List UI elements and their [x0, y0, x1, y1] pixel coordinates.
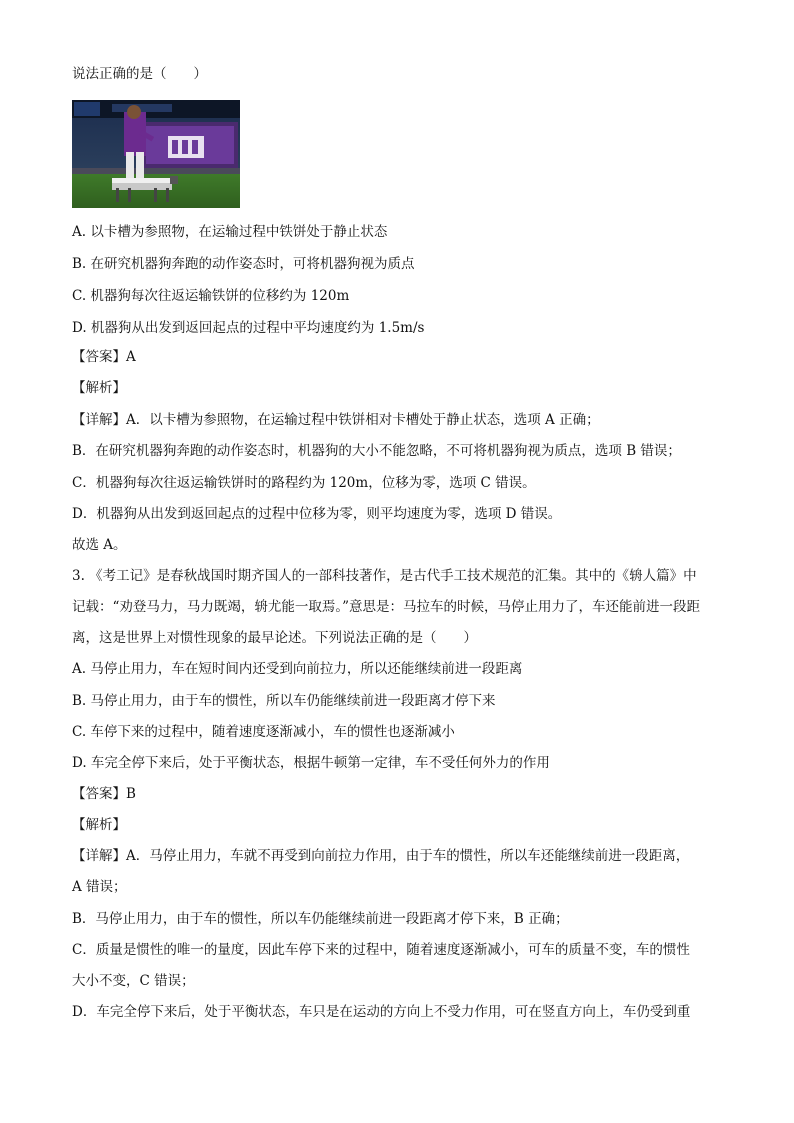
explanation-line: D．车完全停下来后，处于平衡状态，车只是在运动的方向上不受力作用，可在竖直方向上，车仍受到重	[72, 1004, 691, 1020]
option-c: C. 车停下来的过程中，随着速度逐渐减小，车的惯性也逐渐减小	[72, 724, 455, 740]
option-c: C. 机器狗每次往返运输铁饼的位移约为 120m	[72, 288, 350, 304]
analysis-label: 【解析】	[72, 380, 126, 396]
explanation-line: C．质量是惯性的唯一的量度，因此车停下来的过程中，随着速度逐渐减小，可车的质量不变，车的惯性	[72, 942, 690, 958]
robot-dog-photo-graphic	[72, 100, 240, 208]
explanation-line: B．马停止用力，由于车的惯性，所以车仍能继续前进一段距离才停下来，B 正确；	[72, 911, 569, 927]
option-b: B. 马停止用力，由于车的惯性，所以车仍能继续前进一段距离才停下来	[72, 693, 496, 709]
answer-label: 【答案】A	[72, 349, 136, 365]
option-d: D. 机器狗从出发到返回起点的过程中平均速度约为 1.5m/s	[72, 320, 425, 336]
robot-dog-photo	[72, 100, 240, 208]
explanation-line: A 错误；	[72, 879, 127, 895]
explanation-line: 【详解】A．以卡槽为参照物，在运输过程中铁饼相对卡槽处于静止状态，选项 A 正确；	[72, 412, 600, 428]
question-3-line: 离，这是世界上对惯性现象的最早论述。下列说法正确的是（ ）	[72, 630, 477, 646]
option-a: A. 以卡槽为参照物，在运输过程中铁饼处于静止状态	[72, 224, 388, 240]
explanation-line: B．在研究机器狗奔跑的动作姿态时，机器狗的大小不能忽略，不可将机器狗视为质点，选项 B 错误；	[72, 443, 681, 459]
option-b: B. 在研究机器狗奔跑的动作姿态时，可将机器狗视为质点	[72, 256, 415, 272]
answer-label: 【答案】B	[72, 786, 136, 802]
question-3-line: 3. 《考工记》是春秋战国时期齐国人的一部科技著作，是古代手工技术规范的汇集。其中的《辀人篇》中	[72, 568, 697, 584]
explanation-line: 【详解】A．马停止用力，车就不再受到向前拉力作用，由于车的惯性，所以车还能继续前进一段距离，	[72, 848, 690, 864]
explanation-line: 大小不变，C 错误；	[72, 973, 195, 989]
question-3-line: 记载：“劝登马力，马力既竭，辀尤能一取焉。”意思是：马拉车的时候，马停止用力了，车还能前进一段距	[72, 599, 701, 615]
conclusion-line: 故选 A。	[72, 537, 127, 553]
option-a: A. 马停止用力，车在短时间内还受到向前拉力，所以还能继续前进一段距离	[72, 661, 523, 677]
explanation-line: D．机器狗从出发到返回起点的过程中位移为零，则平均速度为零，选项 D 错误。	[72, 506, 562, 522]
explanation-line: C．机器狗每次往返运输铁饼时的路程约为 120m，位移为零，选项 C 错误。	[72, 475, 536, 491]
question-stem-end: 说法正确的是（ ）	[72, 66, 207, 82]
analysis-label: 【解析】	[72, 817, 126, 833]
option-d: D. 车完全停下来后，处于平衡状态，根据牛顿第一定律，车不受任何外力的作用	[72, 755, 550, 771]
